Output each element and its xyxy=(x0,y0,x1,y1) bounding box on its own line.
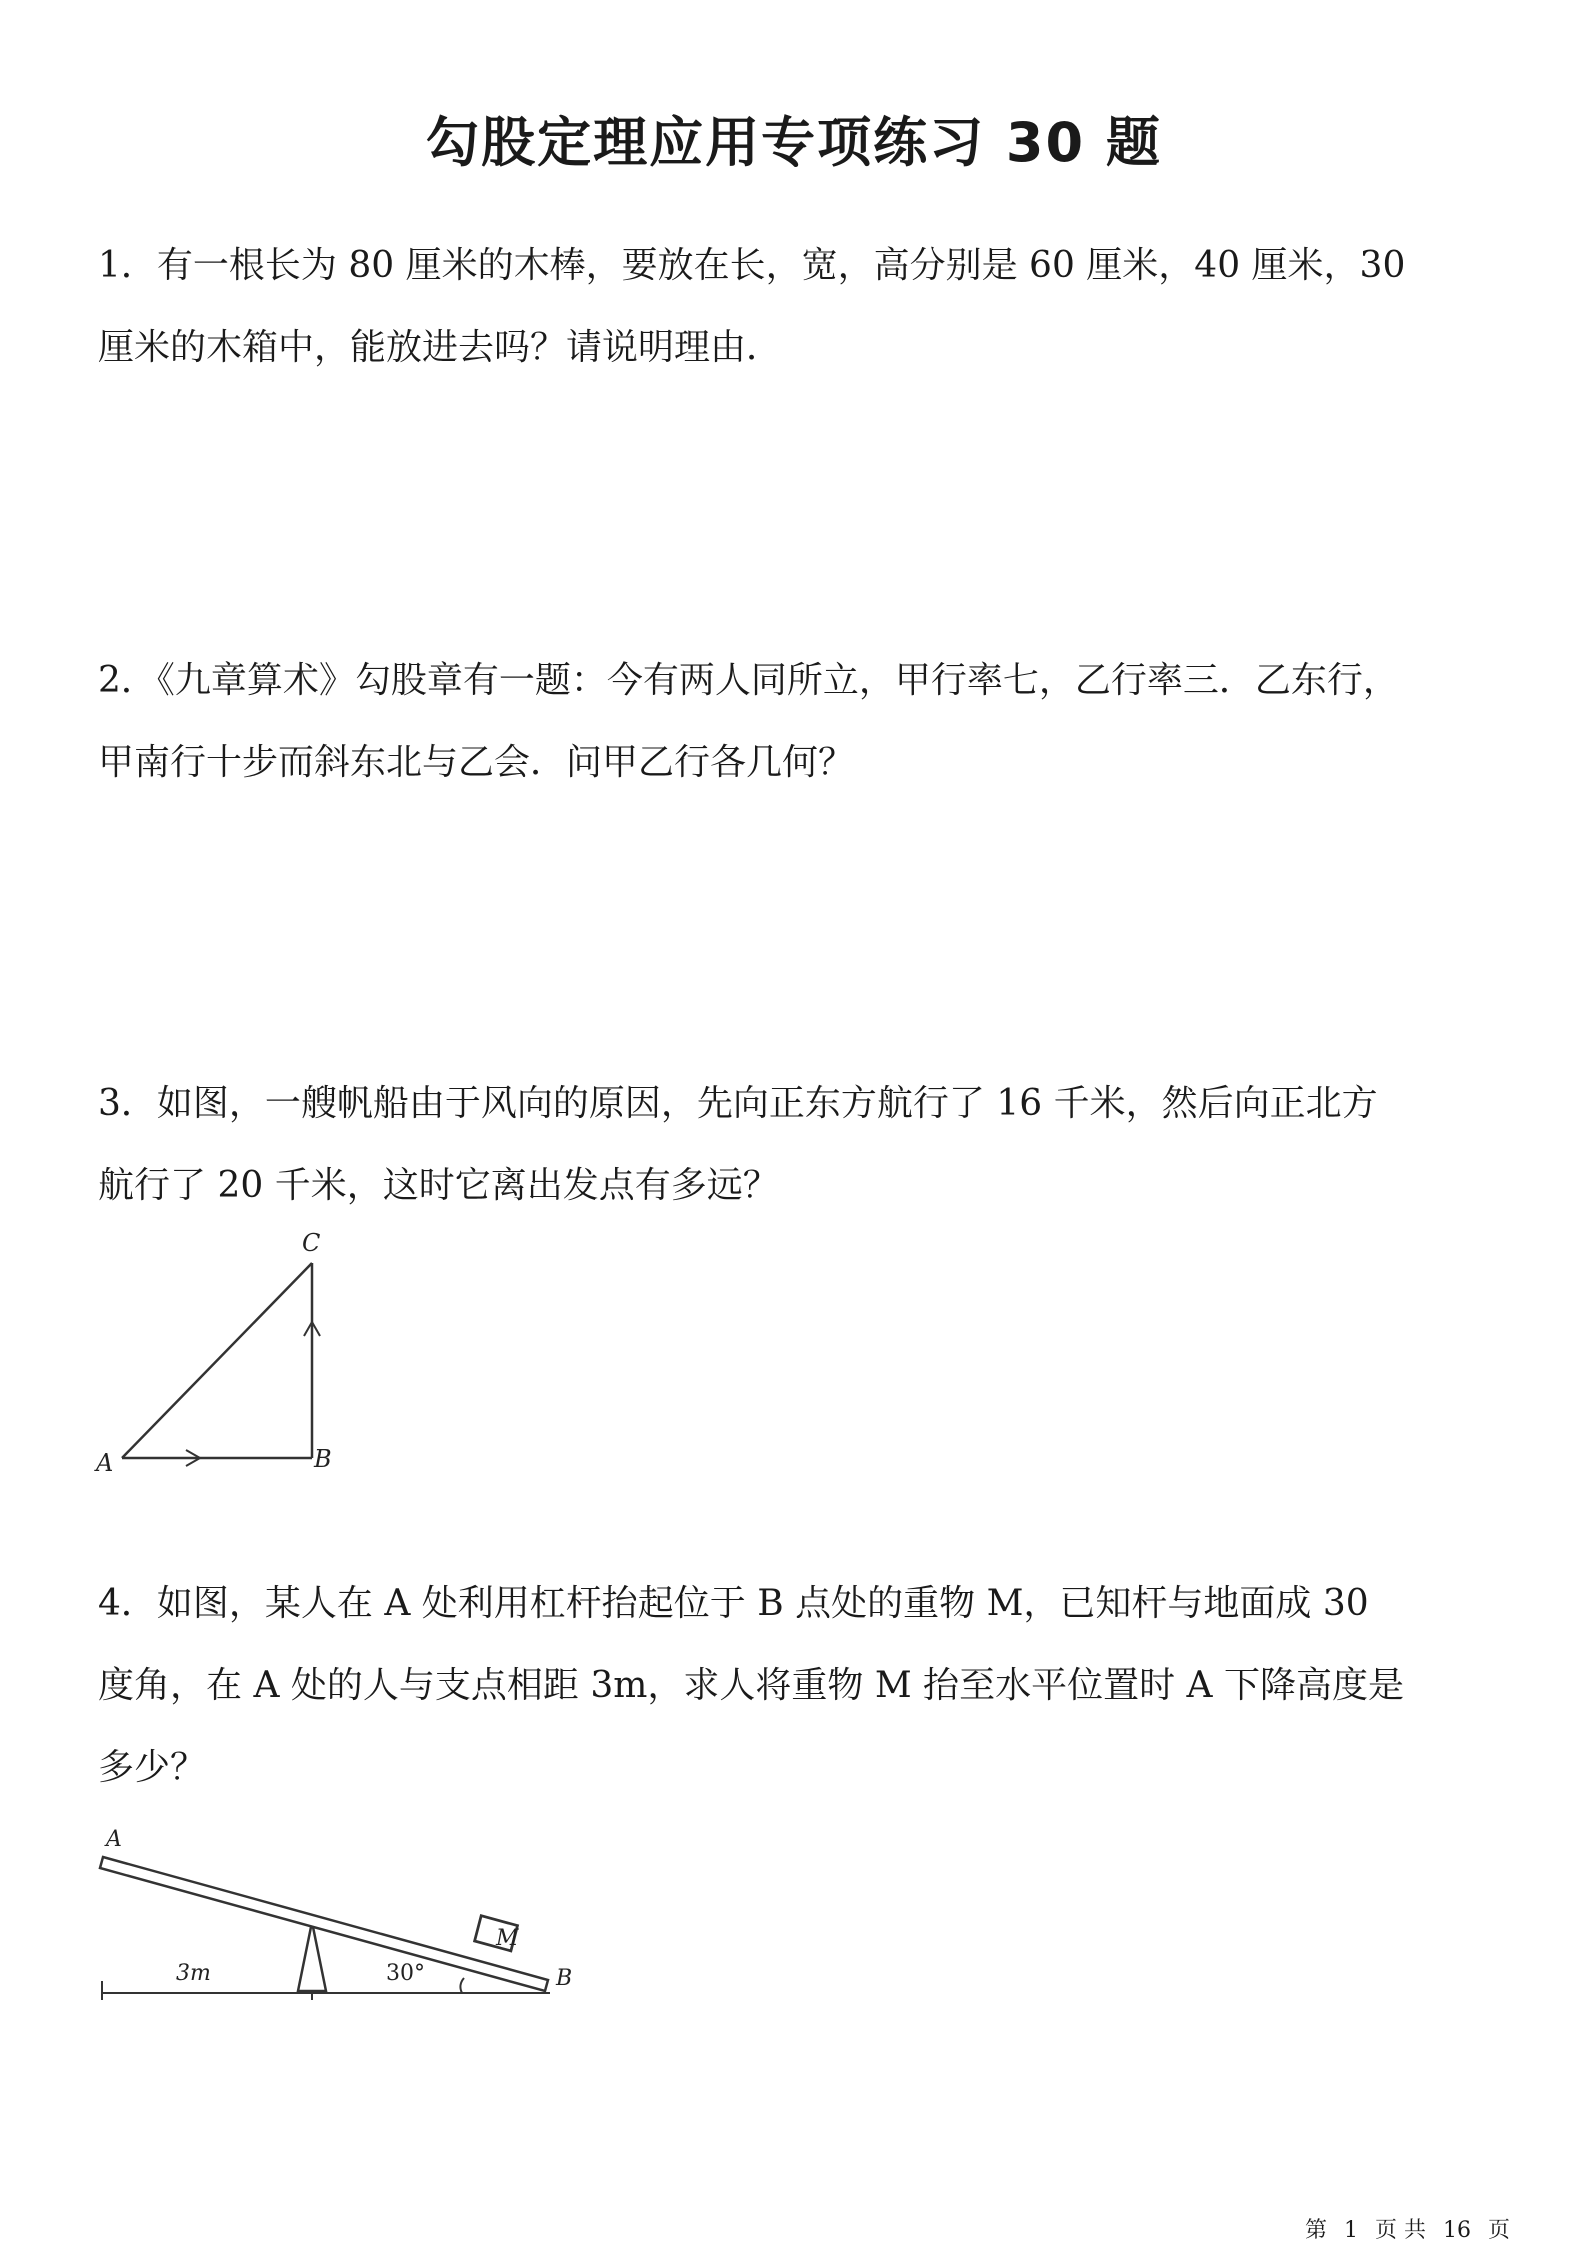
point-b-label: B xyxy=(556,1966,573,1991)
footer-prefix: 第 xyxy=(1305,2218,1328,2243)
edge-ac xyxy=(122,1263,312,1458)
question-2 xyxy=(98,640,1498,804)
question-1-line-1: 1．有一根长为 80 厘米的木棒，要放在长，宽，高分别是 60 厘米，40 厘米，30 xyxy=(98,245,1406,286)
question-3 xyxy=(98,1063,1498,1227)
footer-page-number: 1 xyxy=(1344,2218,1359,2243)
question-4-line-1: 4．如图，某人在 A 处利用杠杆抬起位于 B 点处的重物 M，已知杆与地面成 30 xyxy=(98,1583,1369,1624)
angle-label: 30° xyxy=(386,1961,425,1986)
lever-figure xyxy=(90,1820,610,2000)
page-footer xyxy=(1305,2213,1520,2244)
question-3-line-1: 3．如图，一艘帆船由于风向的原因，先向正东方航行了 16 千米，然后向正北方 xyxy=(98,1083,1378,1124)
question-3-line-2: 航行了 20 千米，这时它离出发点有多远？ xyxy=(98,1165,779,1206)
question-4-line-2: 度角，在 A 处的人与支点相距 3m，求人将重物 M 抬至水平位置时 A 下降高度是 xyxy=(98,1665,1405,1706)
question-4-line-3: 多少？ xyxy=(98,1747,207,1788)
distance-label: 3m xyxy=(176,1961,211,1986)
footer-middle: 页 共 xyxy=(1375,2218,1427,2243)
question-2-line-2: 甲南行十步而斜东北与乙会．问甲乙行各几何？ xyxy=(98,742,855,783)
point-b-label: B xyxy=(314,1445,332,1473)
footer-total-pages: 16 xyxy=(1443,2218,1472,2243)
page-title: 勾股定理应用专项练习 30 题 xyxy=(425,111,1162,174)
sailing-triangle-figure xyxy=(90,1225,350,1485)
question-1 xyxy=(98,225,1498,389)
fulcrum-triangle xyxy=(298,1922,326,1991)
point-a-label: A xyxy=(106,1827,122,1852)
footer-suffix: 页 xyxy=(1488,2218,1511,2243)
point-c-label: C xyxy=(302,1229,321,1257)
question-1-line-2: 厘米的木箱中，能放进去吗？请说明理由． xyxy=(98,327,783,368)
question-4 xyxy=(98,1563,1498,1809)
point-a-label: A xyxy=(96,1449,114,1477)
weight-m-label: M xyxy=(496,1926,519,1951)
question-2-line-1: 2．《九章算术》勾股章有一题：今有两人同所立，甲行率七，乙行率三．乙东行， xyxy=(98,660,1399,701)
angle-arc xyxy=(460,1978,464,1993)
